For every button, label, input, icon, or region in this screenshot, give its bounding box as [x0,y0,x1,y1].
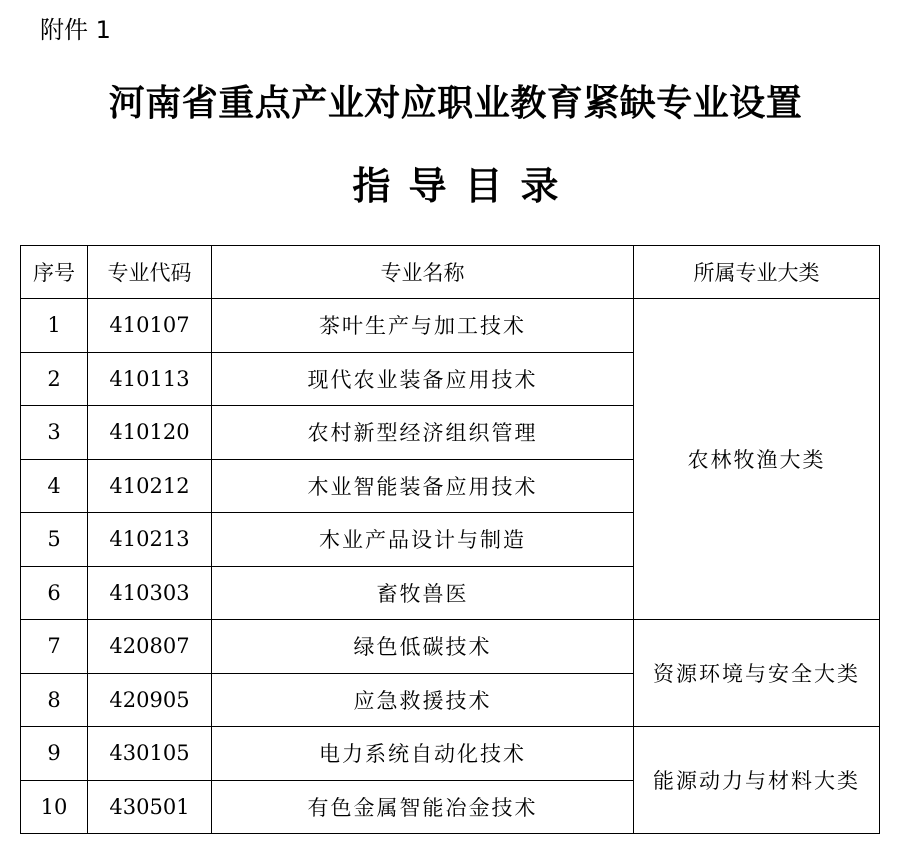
serial-number-cell: 5 [21,513,88,567]
major-name-cell: 现代农业装备应用技术 [212,352,634,406]
major-code-cell: 430105 [88,727,212,781]
category-cell: 能源动力与材料大类 [634,727,880,834]
category-cell: 资源环境与安全大类 [634,620,880,727]
serial-number-cell: 8 [21,673,88,727]
major-code-cell: 410107 [88,299,212,353]
serial-number-cell: 7 [21,620,88,674]
header-serial-number: 序号 [21,246,88,299]
document-title: 河南省重点产业对应职业教育紧缺专业设置 [108,83,803,124]
major-name-cell: 绿色低碳技术 [212,620,634,674]
major-code-cell: 420807 [88,620,212,674]
header-major-code: 专业代码 [88,246,212,299]
major-name-cell: 木业智能装备应用技术 [212,459,634,513]
major-code-cell: 430501 [88,780,212,834]
table-row [21,620,880,674]
major-catalog-table [20,245,880,834]
header-major-name: 专业名称 [212,246,634,299]
major-name-cell: 茶叶生产与加工技术 [212,299,634,353]
major-code-cell: 410303 [88,566,212,620]
serial-number-cell: 10 [21,780,88,834]
attachment-label: 附件 1 [40,16,111,44]
major-name-cell: 应急救援技术 [212,673,634,727]
major-code-cell: 410212 [88,459,212,513]
serial-number-cell: 9 [21,727,88,781]
major-code-cell: 410113 [88,352,212,406]
serial-number-cell: 3 [21,406,88,460]
document-subtitle: 指导目录 [352,164,577,208]
table-row [21,299,880,353]
major-name-cell: 有色金属智能冶金技术 [212,780,634,834]
major-code-cell: 410213 [88,513,212,567]
header-major-category: 所属专业大类 [634,246,880,299]
table-header-row [21,246,880,299]
serial-number-cell: 1 [21,299,88,353]
major-name-cell: 电力系统自动化技术 [212,727,634,781]
serial-number-cell: 6 [21,566,88,620]
serial-number-cell: 4 [21,459,88,513]
category-cell: 农林牧渔大类 [634,299,880,620]
table-row [21,727,880,781]
major-code-cell: 420905 [88,673,212,727]
serial-number-cell: 2 [21,352,88,406]
major-name-cell: 农村新型经济组织管理 [212,406,634,460]
major-code-cell: 410120 [88,406,212,460]
major-name-cell: 木业产品设计与制造 [212,513,634,567]
major-name-cell: 畜牧兽医 [212,566,634,620]
